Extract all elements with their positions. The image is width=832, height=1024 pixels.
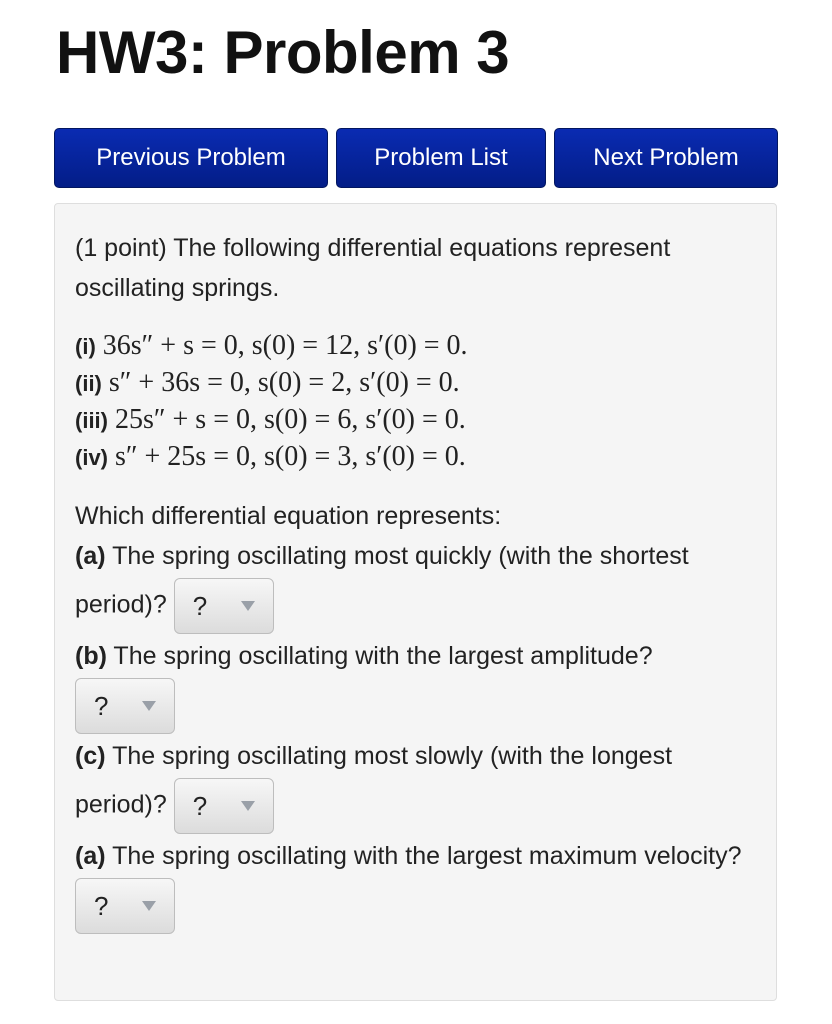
equation-i — [75, 328, 756, 365]
select-value: ? — [94, 891, 109, 921]
question-label: (c) — [75, 742, 106, 770]
equation-text: s″ + 25s = 0, s(0) = 3, s′(0) = 0. — [114, 441, 466, 472]
equation-iii — [75, 402, 756, 439]
equation-text: 36s″ + s = 0, s(0) = 12, s′(0) = 0. — [102, 330, 468, 361]
problem-intro: (1 point) The following differential equations represent oscillating springs. — [75, 234, 671, 302]
answer-select-c[interactable] — [174, 778, 274, 834]
next-problem-button[interactable]: Next Problem — [554, 128, 778, 188]
chevron-down-icon — [142, 701, 156, 711]
chevron-down-icon — [142, 901, 156, 911]
chevron-down-icon — [241, 601, 255, 611]
equation-label: (ii) — [75, 371, 102, 396]
question-label: (a) — [75, 842, 106, 870]
select-value: ? — [94, 691, 109, 721]
problem-panel — [54, 203, 777, 1001]
chevron-down-icon — [241, 801, 255, 811]
equation-text: s″ + 36s = 0, s(0) = 2, s′(0) = 0. — [108, 367, 460, 398]
equation-label: (i) — [75, 334, 96, 359]
question-d — [75, 836, 756, 936]
select-value: ? — [192, 791, 208, 821]
question-b — [75, 636, 756, 736]
page-title: HW3: Problem 3 — [56, 19, 510, 86]
previous-problem-button[interactable]: Previous Problem — [54, 128, 328, 188]
equation-label: (iii) — [75, 408, 108, 433]
question-text: The spring oscillating with the largest amplitude? — [113, 642, 653, 670]
question-label: (b) — [75, 642, 107, 670]
answer-select-a[interactable] — [174, 578, 274, 634]
question-text: The spring oscillating with the largest maximum velocity? — [112, 842, 742, 870]
problem-list-button[interactable]: Problem List — [336, 128, 546, 188]
equation-iv — [75, 439, 756, 476]
select-value: ? — [192, 591, 208, 621]
answer-select-b[interactable] — [75, 678, 175, 734]
equation-list — [75, 328, 756, 476]
equation-text: 25s″ + s = 0, s(0) = 6, s′(0) = 0. — [114, 404, 466, 435]
question-text: The spring oscillating most quickly (with the shortest period)? — [75, 542, 689, 619]
question-a — [75, 536, 756, 636]
question-c — [75, 736, 756, 836]
answer-select-d[interactable] — [75, 878, 175, 934]
equation-label: (iv) — [75, 445, 108, 470]
question-text: The spring oscillating most slowly (with the longest period)? — [75, 742, 673, 819]
equation-ii — [75, 365, 756, 402]
question-label: (a) — [75, 542, 106, 570]
question-intro: Which differential equation represents: — [75, 502, 502, 530]
